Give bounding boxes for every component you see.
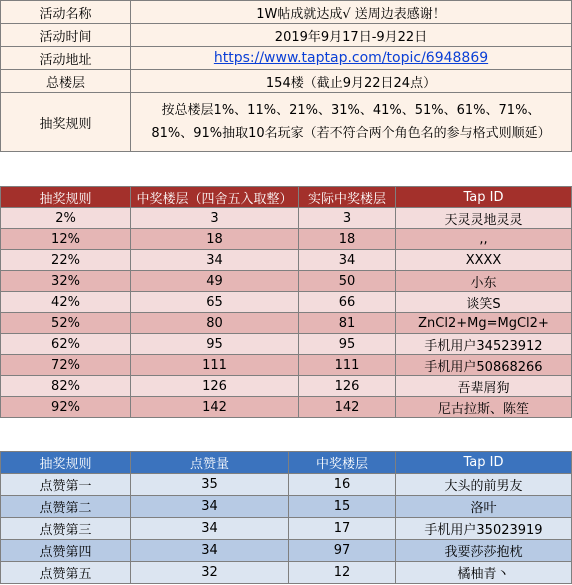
column-header: 抽奖规则 [1, 452, 131, 474]
table-cell: 52% [1, 313, 131, 334]
table-cell: 66 [299, 292, 396, 313]
table-cell: 12 [289, 562, 396, 584]
table-row [1, 271, 572, 292]
table-row [1, 229, 572, 250]
table-cell: ZnCl2+Mg=MgCl2+ [396, 313, 572, 334]
table-cell: 点赞第五 [1, 562, 131, 584]
table-cell: 17 [289, 518, 396, 540]
info-row-rules [1, 93, 572, 152]
table-cell: 3 [299, 208, 396, 229]
table-cell: 天灵灵地灵灵 [396, 208, 572, 229]
table-cell: 2% [1, 208, 131, 229]
table-cell: 32% [1, 271, 131, 292]
table-cell: 点赞第四 [1, 540, 131, 562]
table-cell: 50 [299, 271, 396, 292]
info-label: 活动名称 [1, 1, 131, 24]
table-cell: 49 [131, 271, 299, 292]
table-cell: 42% [1, 292, 131, 313]
table-cell: 18 [131, 229, 299, 250]
column-header: Tap ID [396, 452, 572, 474]
table-cell: 34 [131, 518, 289, 540]
table-cell: 尼古拉斯、陈笙 [396, 397, 572, 418]
table-row [1, 355, 572, 376]
table-row [1, 208, 572, 229]
floor-winners-table [0, 186, 572, 418]
topic-link[interactable]: https://www.taptap.com/topic/6948869 [213, 50, 489, 66]
info-label: 抽奖规则 [1, 93, 131, 152]
table-cell: 点赞第二 [1, 496, 131, 518]
table-row [1, 496, 572, 518]
info-label: 总楼层 [1, 70, 131, 93]
table-row [1, 376, 572, 397]
table-cell: 15 [289, 496, 396, 518]
table-header-row [1, 452, 572, 474]
column-header: 抽奖规则 [1, 187, 131, 208]
table-cell: 吾辈屑狗 [396, 376, 572, 397]
table-cell: 34 [131, 250, 299, 271]
table-cell: 142 [299, 397, 396, 418]
table-cell: 80 [131, 313, 299, 334]
table-cell: 111 [299, 355, 396, 376]
table-cell: 35 [131, 474, 289, 496]
table-cell: 62% [1, 334, 131, 355]
table-cell: 142 [131, 397, 299, 418]
table-cell: 111 [131, 355, 299, 376]
likes-winners-table [0, 451, 572, 584]
info-value: 2019年9月17日-9月22日 [131, 24, 572, 47]
table-row [1, 313, 572, 334]
table-row [1, 540, 572, 562]
table-cell: 34 [299, 250, 396, 271]
info-row-name [1, 1, 572, 24]
table-cell: 65 [131, 292, 299, 313]
table-cell: 126 [299, 376, 396, 397]
info-value: 按总楼层1%、11%、21%、31%、41%、51%、61%、71%、81%、91%抽取10名玩家（若不符合两个角色名的参与格式则顺延） [131, 93, 572, 152]
info-row-time [1, 24, 572, 47]
table-cell: 手机用户50868266 [396, 355, 572, 376]
table-header-row [1, 187, 572, 208]
table-cell: ,, [396, 229, 572, 250]
table-cell: 手机用户34523912 [396, 334, 572, 355]
table-row [1, 562, 572, 584]
table-cell: 小东 [396, 271, 572, 292]
table-cell: 点赞第三 [1, 518, 131, 540]
table-row [1, 397, 572, 418]
table-cell: 82% [1, 376, 131, 397]
column-header: 实际中奖楼层 [299, 187, 396, 208]
column-header: Tap ID [396, 187, 572, 208]
table-cell: 95 [131, 334, 299, 355]
info-label: 活动地址 [1, 47, 131, 70]
table-cell: 我要莎莎抱枕 [396, 540, 572, 562]
table-cell: 橘柚青丶 [396, 562, 572, 584]
info-row-floors [1, 70, 572, 93]
table-cell: XXXX [396, 250, 572, 271]
info-row-address [1, 47, 572, 70]
table-cell: 34 [131, 496, 289, 518]
table-cell: 126 [131, 376, 299, 397]
table-cell: 3 [131, 208, 299, 229]
table-row [1, 250, 572, 271]
table-row [1, 334, 572, 355]
table-cell: 大头的前男友 [396, 474, 572, 496]
column-header: 点赞量 [131, 452, 289, 474]
info-value-cell [131, 47, 572, 70]
table-cell: 72% [1, 355, 131, 376]
table-cell: 22% [1, 250, 131, 271]
table-cell: 洛叶 [396, 496, 572, 518]
table-cell: 点赞第一 [1, 474, 131, 496]
table-cell: 81 [299, 313, 396, 334]
table-cell: 32 [131, 562, 289, 584]
table-row [1, 474, 572, 496]
table-row [1, 292, 572, 313]
table-cell: 16 [289, 474, 396, 496]
table-cell: 92% [1, 397, 131, 418]
table-cell: 95 [299, 334, 396, 355]
table-row [1, 518, 572, 540]
info-label: 活动时间 [1, 24, 131, 47]
table-cell: 谈笑S [396, 292, 572, 313]
column-header: 中奖楼层（四舍五入取整） [131, 187, 299, 208]
table-cell: 34 [131, 540, 289, 562]
column-header: 中奖楼层 [289, 452, 396, 474]
info-value: 1W帖成就达成√ 送周边表感谢！ [131, 1, 572, 24]
table-cell: 97 [289, 540, 396, 562]
info-value: 154楼（截止9月22日24点） [131, 70, 572, 93]
event-info-table [0, 0, 572, 152]
table-cell: 18 [299, 229, 396, 250]
table-cell: 12% [1, 229, 131, 250]
table-cell: 手机用户35023919 [396, 518, 572, 540]
